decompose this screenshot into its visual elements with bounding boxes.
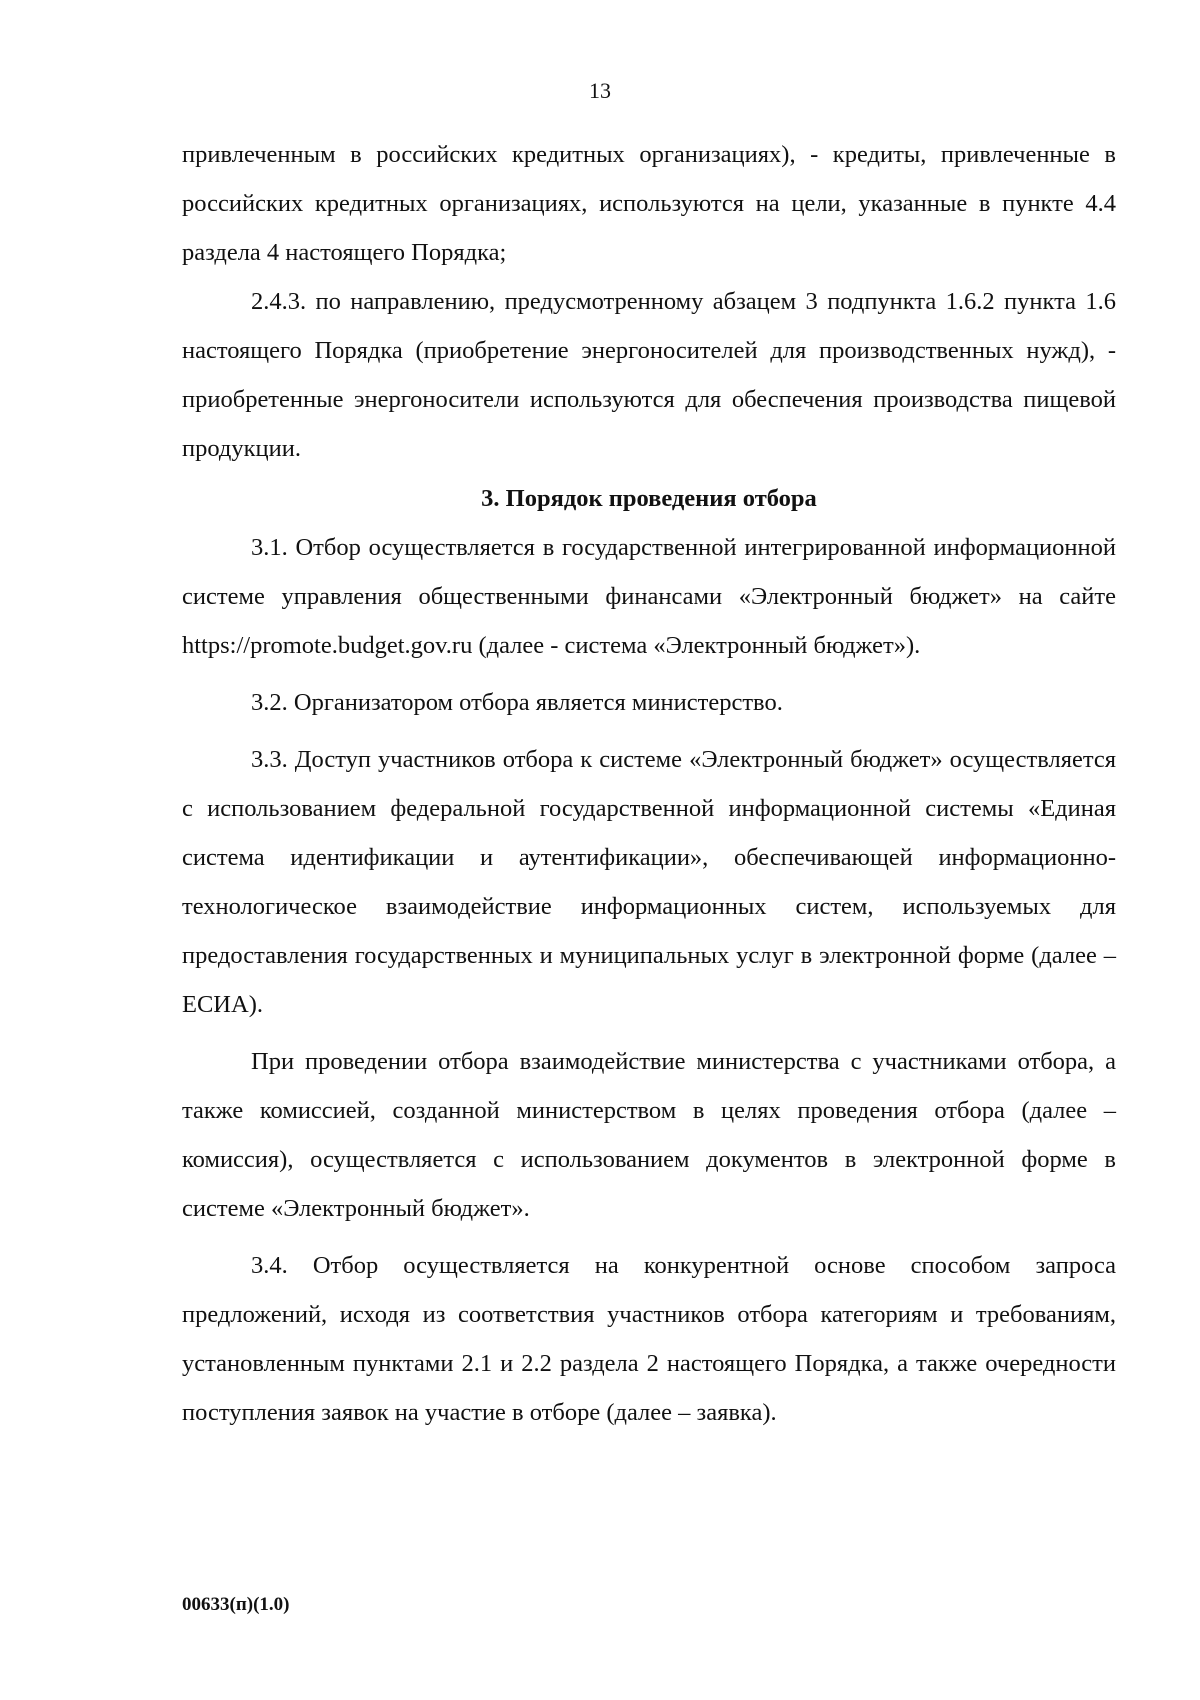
- paragraph-continuation: привлеченным в российских кредитных организациях), - кредиты, привлеченные в российских кредитных организациях, используются на цели, указанные в пункте 4.4 раздела 4 настоящего Порядка;: [182, 141, 1116, 266]
- paragraph-interaction: При проведении отбора взаимодействие министерства с участниками отбора, а также комиссией, созданной министерством в целях проведения отбора (далее – комиссия), осуществляется с использованием документов в электронной форме в системе «Электронный бюджет».: [182, 1048, 1116, 1222]
- paragraph-3-1: 3.1. Отбор осуществляется в государственной интегрированной информационной системе управления общественными финансами «Электронный бюджет» на сайте https://promote.budget.gov.ru (далее - система «Электронный бюджет»).: [182, 534, 1116, 659]
- page-number: 13: [589, 78, 611, 103]
- paragraph-2-4-3: 2.4.3. по направлению, предусмотренному абзацем 3 подпункта 1.6.2 пункта 1.6 настоящего Порядка (приобретение энергоносителей для производственных нужд), - приобретенные энергоносители используются для обеспечения производства пищевой продукции.: [182, 288, 1116, 462]
- paragraph-3-2: 3.2. Организатором отбора является министерство.: [251, 689, 783, 716]
- document-body: [182, 130, 1116, 1437]
- document-code: 00633(п)(1.0): [182, 1594, 290, 1615]
- paragraph-3-3: 3.3. Доступ участников отбора к системе «Электронный бюджет» осуществляется с использованием федеральной государственной информационной системы «Единая система идентификации и аутентификации», обеспечивающей информационно-технологическое взаимодействие информационных систем, используемых для предоставления государственных и муниципальных услуг в электронной форме (далее – ЕСИА).: [182, 746, 1116, 1018]
- paragraph-3-4: 3.4. Отбор осуществляется на конкурентной основе способом запроса предложений, исходя из соответствия участников отбора категориям и требованиям, установленным пунктами 2.1 и 2.2 раздела 2 настоящего Порядка, а также очередности поступления заявок на участие в отборе (далее – заявка).: [182, 1252, 1116, 1426]
- section-heading: 3. Порядок проведения отбора: [481, 485, 817, 512]
